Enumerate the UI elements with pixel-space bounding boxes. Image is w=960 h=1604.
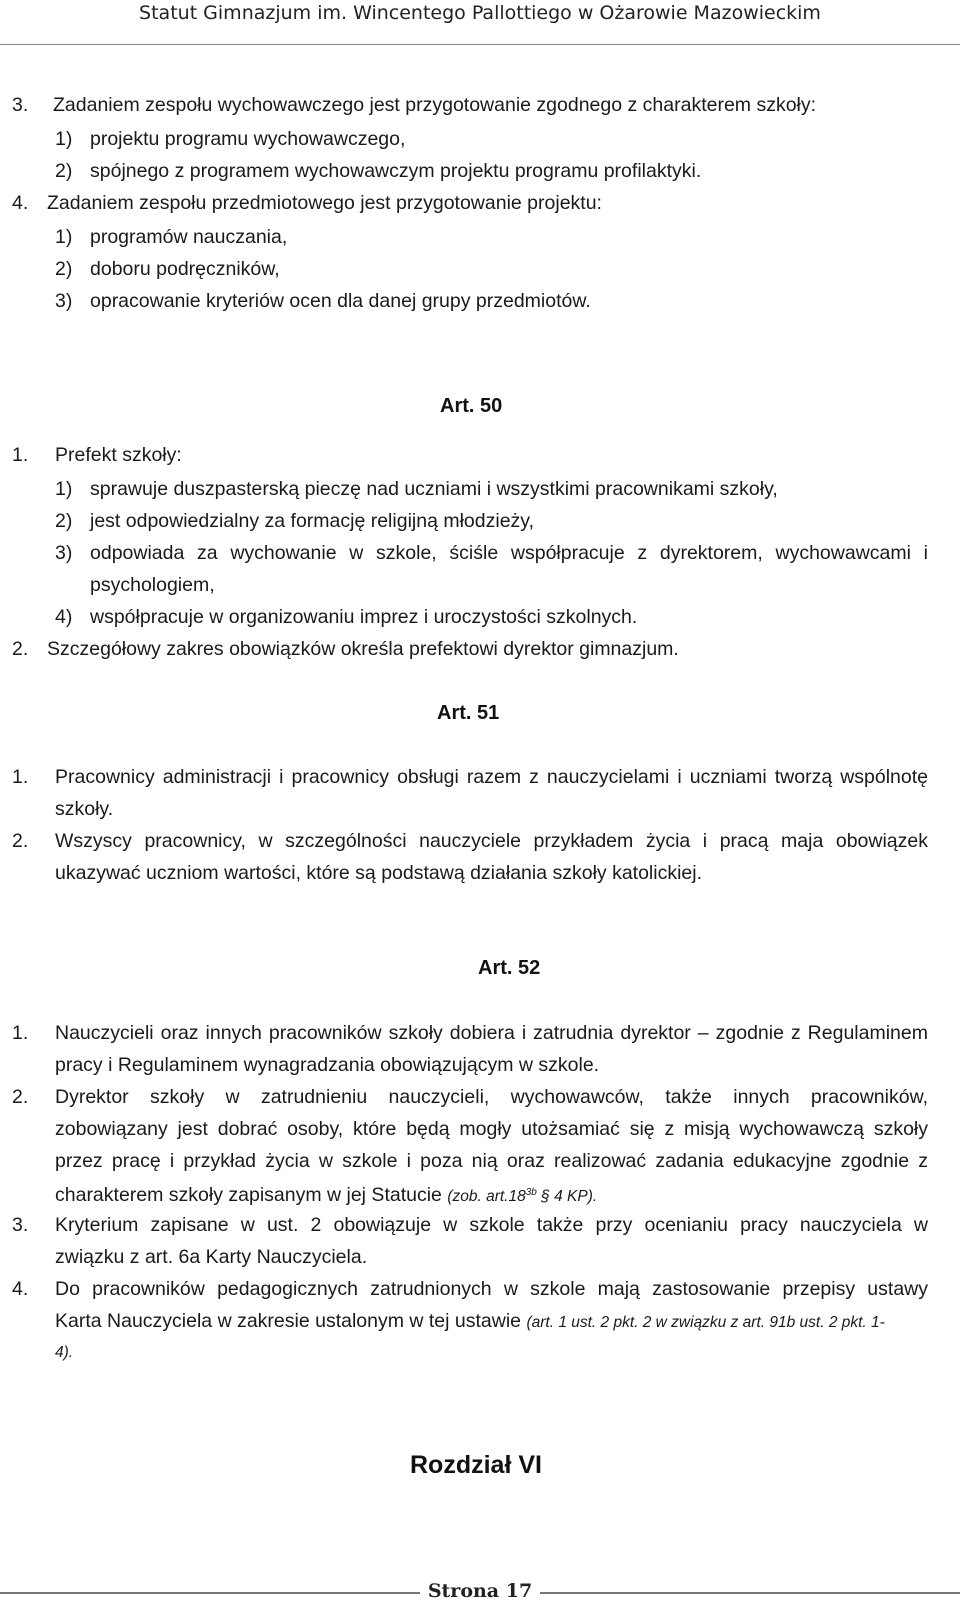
chapter-title: Rozdział VI [410, 1451, 542, 1479]
footer-divider-right [540, 1592, 960, 1594]
subitem-number: 2) [55, 160, 73, 182]
subitem-number: 1) [55, 128, 73, 150]
paragraph-number: 4. [12, 1278, 29, 1300]
paragraph-number: 1. [12, 766, 29, 788]
subitem-number: 3) [55, 290, 73, 312]
subitem-text-continued: psychologiem, [90, 574, 215, 596]
subitem-text: opracowanie kryteriów ocen dla danej grupy przedmiotów. [90, 290, 591, 312]
paragraph-text: Szczegółowy zakres obowiązków określa prefektowi dyrektor gimnazjum. [47, 638, 679, 660]
legal-reference: (art. 1 ust. 2 pkt. 2 w związku z art. 91b ust. 2 pkt. 1- [526, 1314, 885, 1331]
subitem-number: 2) [55, 258, 73, 280]
paragraph-number: 2. [12, 830, 29, 852]
paragraph-text: Prefekt szkoły: [55, 444, 182, 466]
paragraph-text-continued: przez pracę i przykład życia w szkole i poza nią oraz realizować zadania edukacyjne zgodnie z [55, 1150, 928, 1172]
footer-divider-left [0, 1592, 420, 1594]
page-header [0, 0, 960, 46]
paragraph-text: Wszyscy pracownicy, w szczególności nauczyciele przykładem życia i pracą maja obowiązek [55, 830, 928, 852]
item-number: 3. [12, 94, 29, 116]
paragraph-text-with-reference [55, 1308, 885, 1336]
paragraph-text-continued: związku z art. 6a Karty Nauczyciela. [55, 1246, 368, 1268]
paragraph-number: 3. [12, 1214, 29, 1236]
paragraph-number: 2. [12, 638, 29, 660]
paragraph-number: 2. [12, 1086, 29, 1108]
subitem-text: odpowiada za wychowanie w szkole, ściśle współpracuje z dyrektorem, wychowawcami i [90, 542, 928, 564]
subitem-number: 3) [55, 542, 73, 564]
article-title: Art. 50 [440, 395, 503, 417]
subitem-text: programów nauczania, [90, 226, 288, 248]
paragraph-text-continued: Karta Nauczyciela w zakresie ustalonym w tej ustawie [55, 1310, 522, 1332]
paragraph-text-continued: szkoły. [55, 798, 114, 820]
paragraph-text: Dyrektor szkoły w zatrudnieniu nauczycieli, wychowawców, także innych pracowników, [55, 1086, 928, 1108]
subitem-number: 1) [55, 226, 73, 248]
paragraph-text-with-reference [55, 1180, 597, 1210]
subitem-number: 1) [55, 478, 73, 500]
paragraph-text-continued: ukazywać uczniom wartości, które są podstawą działania szkoły katolickiej. [55, 862, 703, 884]
paragraph-number: 1. [12, 1022, 29, 1044]
subitem-text: doboru podręczników, [90, 258, 280, 280]
paragraph-text-continued: zobowiązany jest dobrać osoby, które będą mogły utożsamiać się z misją wychowawczą szkoły [55, 1118, 928, 1140]
paragraph-text: Pracownicy administracji i pracownicy obsługi razem z nauczycielami i uczniami tworzą wspólnotę [55, 766, 928, 788]
header-title: Statut Gimnazjum im. Wincentego Pallottiego w Ożarowie Mazowieckim [139, 2, 821, 24]
item-text: Zadaniem zespołu przedmiotowego jest przygotowanie projektu: [47, 192, 602, 214]
legal-reference-continued: 4). [55, 1344, 74, 1361]
page-number: Strona 17 [427, 1580, 533, 1602]
article-title: Art. 51 [437, 702, 500, 724]
paragraph-text: Kryterium zapisane w ust. 2 obowiązuje w szkole także przy ocenianiu pracy nauczyciela w [55, 1214, 928, 1236]
article-title: Art. 52 [478, 957, 541, 979]
paragraph-text-continued: pracy i Regulaminem wynagradzania obowiązującym w szkole. [55, 1054, 600, 1076]
subitem-number: 2) [55, 510, 73, 532]
paragraph-text: Nauczycieli oraz innych pracowników szkoły dobiera i zatrudnia dyrektor – zgodnie z Regulaminem [55, 1022, 928, 1044]
legal-reference: (zob. $art.18^{3b}$ § 4 KP). [447, 1187, 598, 1205]
item-text: Zadaniem zespołu wychowawczego jest przygotowanie zgodnego z charakterem szkoły: [53, 94, 817, 116]
paragraph-number: 1. [12, 444, 29, 466]
header-divider [0, 44, 960, 45]
subitem-text: współpracuje w organizowaniu imprez i uroczystości szkolnych. [90, 606, 638, 628]
item-number: 4. [12, 192, 29, 214]
paragraph-text-continued: charakterem szkoły zapisanym w jej Statucie [55, 1184, 442, 1206]
subitem-text: jest odpowiedzialny za formację religijną młodzieży, [90, 510, 535, 532]
paragraph-text: Do pracowników pedagogicznych zatrudnionych w szkole mają zastosowanie przepisy ustawy [55, 1278, 928, 1300]
subitem-number: 4) [55, 606, 73, 628]
subitem-text: sprawuje duszpasterską pieczę nad uczniami i wszystkimi pracownikami szkoły, [90, 478, 778, 500]
subitem-text: projektu programu wychowawczego, [90, 128, 406, 150]
subitem-text: spójnego z programem wychowawczym projektu programu profilaktyki. [90, 160, 702, 182]
